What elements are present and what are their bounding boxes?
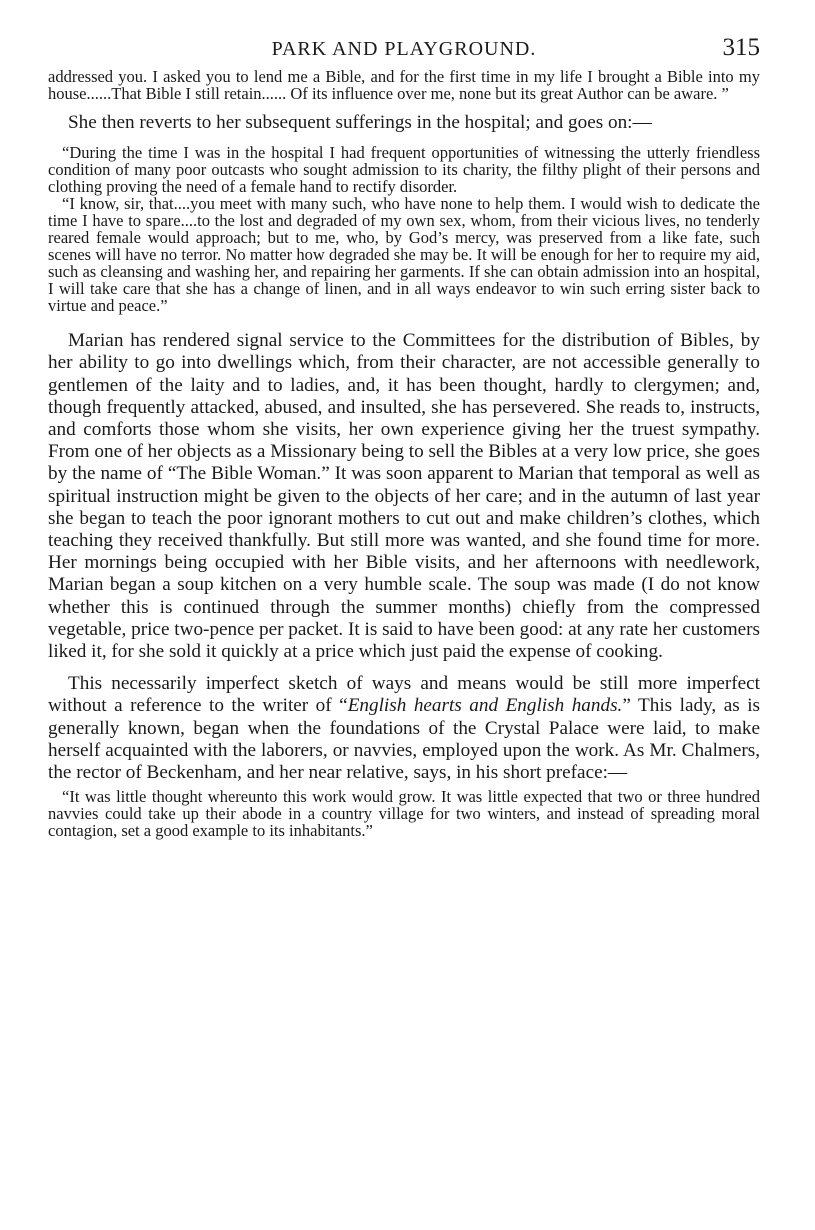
quote-chalmers: “It was little thought whereunto this work would grow. It was little expected that two or three hundred navvies could take up their abode in a country village for two winters, and instead of spreading moral contagion, set a good example to its inhabitants.” bbox=[48, 787, 760, 841]
quote-i-know-sir: “I know, sir, that....you meet with many such, who have none to help them. I would wish to dedicate the time I have to spare....to the lost and degraded of my own sex, whom, from their vicious lives, no tenderly reared female would approach; but to me, who, by God’s mercy, was preserved from a like fate, such scenes will have no terror. No matter how degraded she may be. It will be enough for her to require my aid, such as cleansing and washing her, and repairing her garments. If she can obtain admission into an hospital, I will take care that she has a change of linen, and in all ways endeavor to win such erring sister back to virtue and peace.” bbox=[48, 194, 760, 316]
book-title-italic: English hearts and English hands. bbox=[347, 695, 623, 717]
running-head bbox=[48, 34, 760, 68]
paragraph-reverts: She then reverts to her subsequent sufferings in the hospital; and goes on:— bbox=[68, 112, 652, 133]
sketch-text-before: This necessarily imperfect sketch of ways and means would be still more imperfect without a reference to the writer of “ bbox=[48, 673, 760, 717]
quote-hospital: “During the time I was in the hospital I had frequent opportunities of witnessing the utterly friendless condition of many poor outcasts who sought admission to its charity, the filthy plight of their persons and clothing proving the need of a female hand to rectify disorder. bbox=[48, 143, 760, 197]
paragraph-sketch bbox=[48, 673, 760, 784]
book-page bbox=[48, 34, 760, 839]
sketch-text-after: ” This lady, as is generally known, began when the foundations of the Crystal Palace were laid, to make herself acquainted with the laborers, or navvies, employed upon the work. As Mr. Chalmers, the rector of Beckenham, and her near relative, says, in his short preface:— bbox=[48, 695, 760, 784]
page-number: 315 bbox=[722, 34, 760, 61]
paragraph-continuation: addressed you. I asked you to lend me a Bible, and for the first time in my life I brought a Bible into my house......That Bible I still retain...... Of its influence over me, none but its great Author can be aware. ” bbox=[48, 67, 760, 103]
paragraph-marian: Marian has rendered signal service to the Committees for the distribution of Bibles, by her ability to go into dwellings which, from their character, are not accessible generally to gentlemen of the laity and to ladies, and, it has been thought, hardly to clergymen; and, though frequently attacked, abused, and insulted, she has persevered. She reads to, instructs, and comforts those whom she visits, her own experience giving her the truest sympathy. From one of her objects as a Missionary being to sell the Bibles at a very low price, she goes by the name of “The Bible Woman.” It was soon apparent to Marian that temporal as well as spiritual instruction might be given to the objects of her care; and in the autumn of last year she began to teach the poor ignorant mothers to cut out and make children’s clothes, which teaching they received thankfully. But still more was wanted, and she found time for more. Her mornings being occupied with her Bible visits, and her afternoons with needlework, Marian began a soup kitchen on a very humble scale. The soup was made (I do not know whether this is continued through the summer months) chiefly from the compressed vegetable, price two-pence per packet. It is said to have been good: at any rate her customers liked it, for she sold it quickly at a price which just paid the expense of cooking. bbox=[48, 330, 760, 663]
running-head-title: PARK AND PLAYGROUND. bbox=[271, 38, 537, 60]
